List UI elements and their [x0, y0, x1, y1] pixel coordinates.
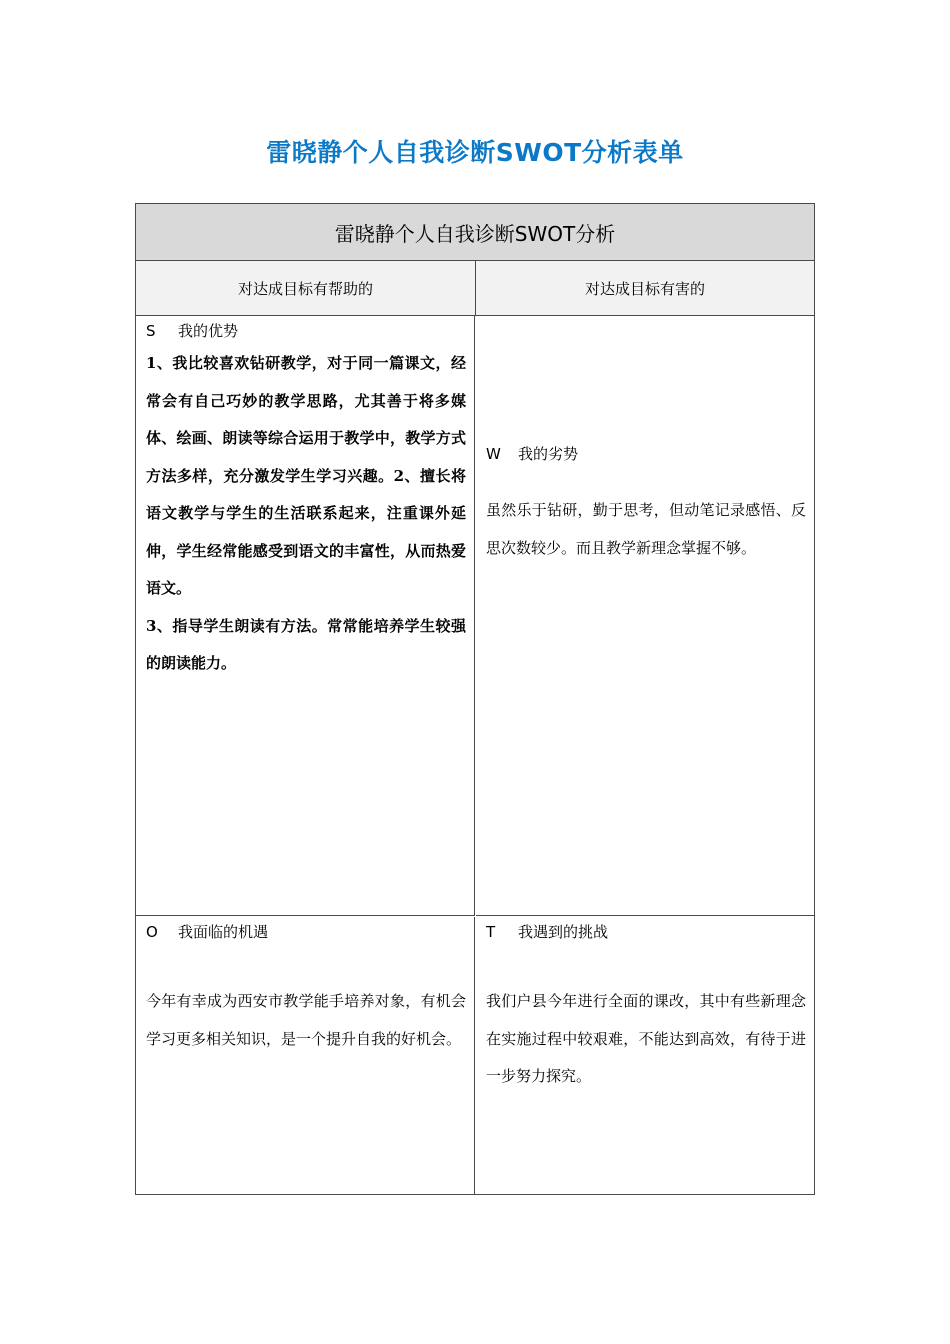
threats-heading — [486, 918, 806, 946]
threats-text: 我们户县今年进行全面的课改，其中有些新理念在实施过程中较艰难，不能达到高效，有待于进一步努力探究。 — [486, 992, 806, 1085]
column-header-harmful: 对达成目标有害的 — [476, 261, 814, 316]
threats-cell — [476, 917, 814, 1194]
opportunities-text: 今年有幸成为西安市教学能手培养对象，有机会学习更多相关知识，是一个提升自我的好机会。 — [146, 992, 466, 1048]
strengths-letter: S — [146, 322, 156, 340]
weaknesses-text: 虽然乐于钻研，勤于思考，但动笔记录感悟、反思次数较少。而且教学新理念掌握不够。 — [486, 501, 806, 557]
opportunities-letter: O — [146, 923, 158, 941]
threats-label: 我遇到的挑战 — [518, 923, 609, 941]
opportunities-cell — [136, 917, 475, 1194]
strengths-paragraph: 3、指导学生朗读有方法。常常能培养学生较强的朗读能力。 — [146, 616, 466, 672]
opportunities-label: 我面临的机遇 — [178, 923, 269, 941]
table-header: 雷晓静个人自我诊断SWOT分析 — [136, 204, 814, 261]
swot-table — [135, 203, 815, 1195]
threats-letter: T — [486, 923, 496, 941]
weaknesses-cell — [476, 316, 814, 916]
column-header-helpful: 对达成目标有帮助的 — [136, 261, 476, 316]
strengths-paragraph: 1、我比较喜欢钻研教学，对于同一篇课文，经常会有自己巧妙的教学思路，尤其善于将多媒体、绘画、朗读等综合运用于教学中，教学方式方法多样，充分激发学生学习兴趣。2、擅长将语文教学与学生的生活联系起来，注重课外延伸，学生经常能感受到语文的丰富性，从而热爱语文。 — [146, 354, 466, 597]
weaknesses-letter: W — [486, 445, 501, 463]
weaknesses-label: 我的劣势 — [518, 445, 579, 463]
opportunities-heading — [146, 918, 466, 946]
page-title: 雷晓静个人自我诊断SWOT分析表单 — [266, 138, 684, 167]
strengths-cell — [136, 316, 475, 916]
strengths-heading — [146, 317, 466, 345]
weaknesses-heading — [486, 440, 806, 468]
strengths-label: 我的优势 — [178, 322, 239, 340]
